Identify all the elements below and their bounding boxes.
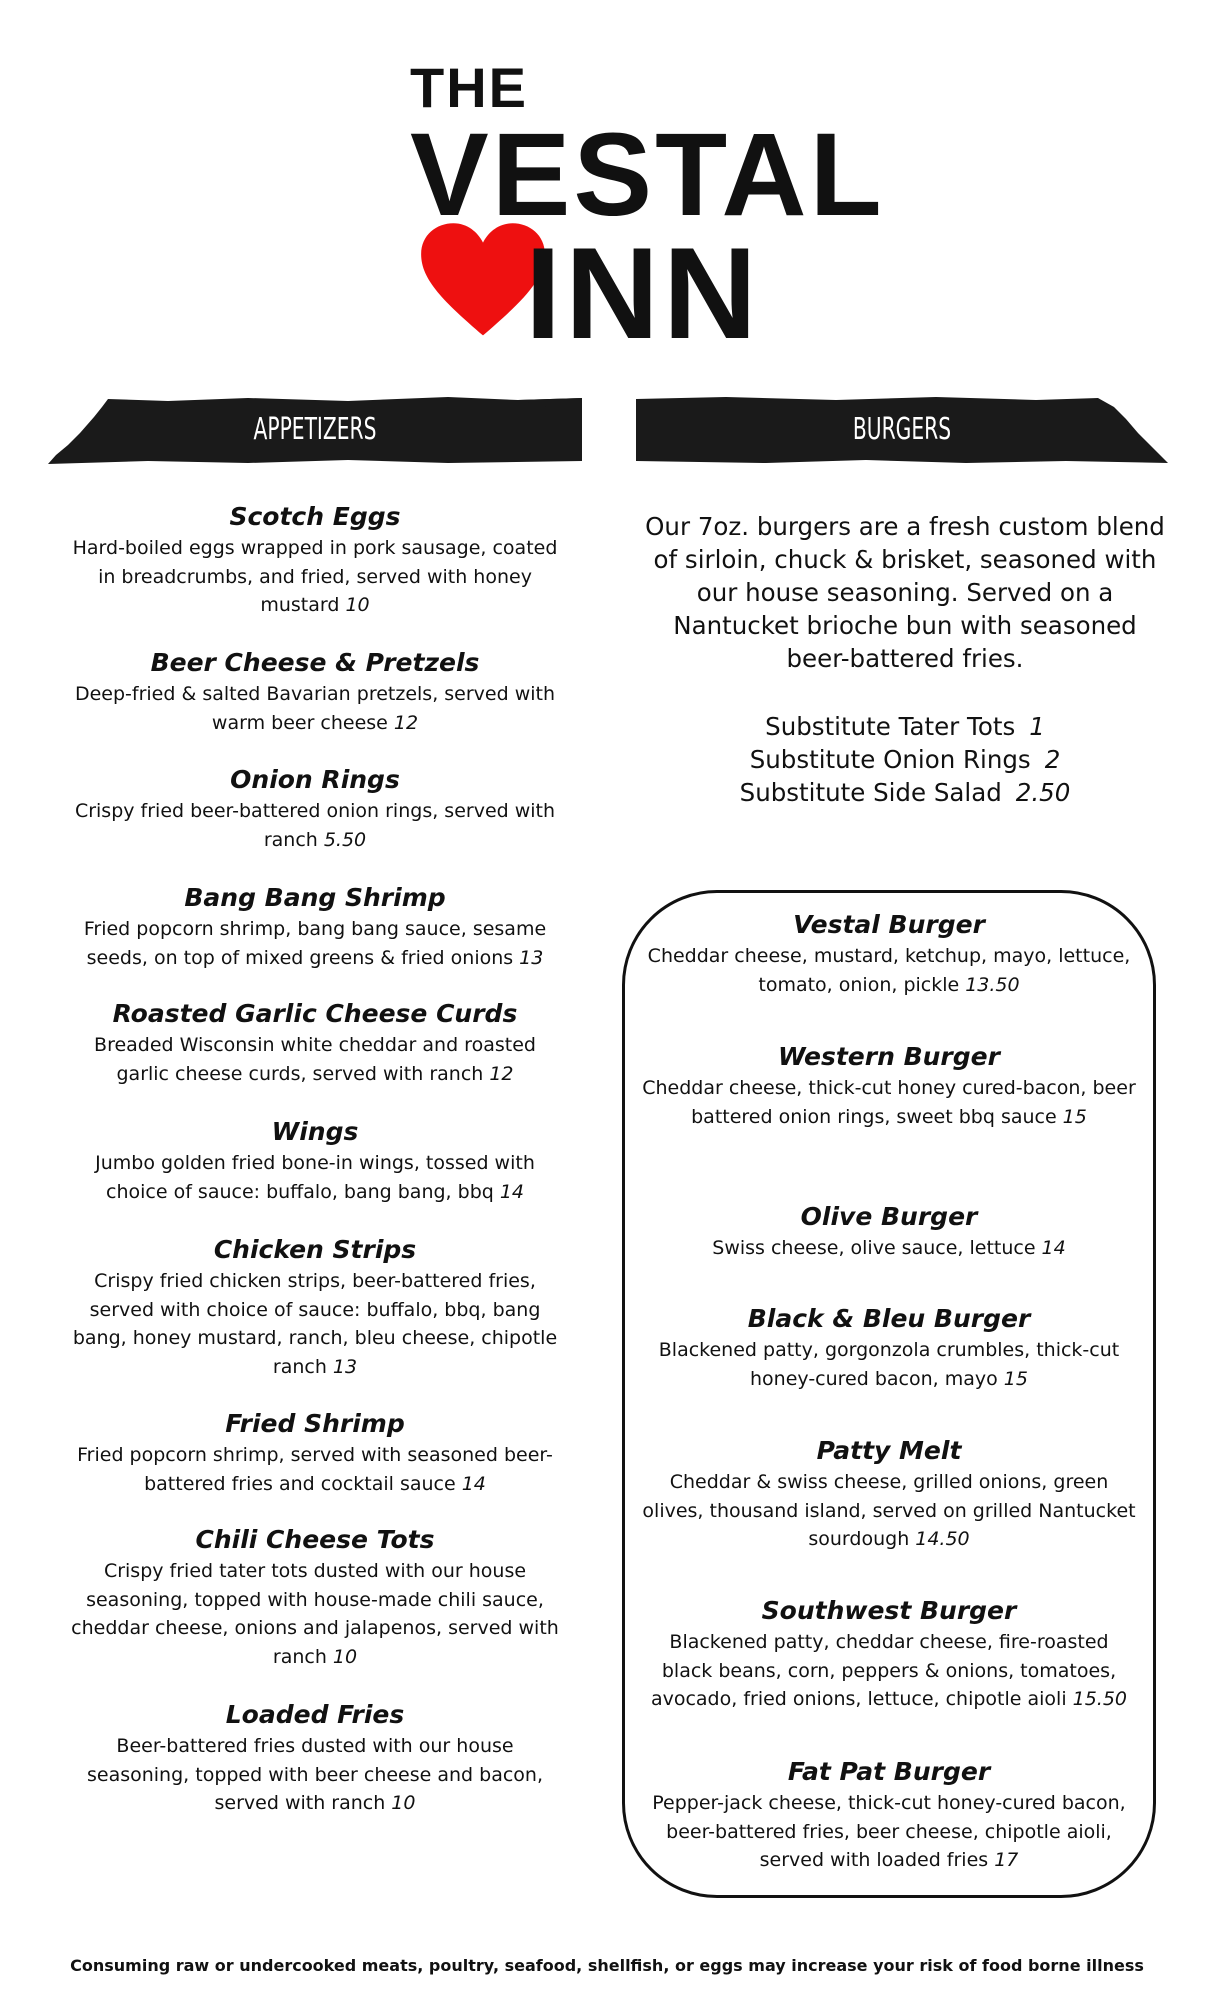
item-name: Scotch Eggs xyxy=(229,502,401,531)
item-description: Blackened patty, gorgonzola crumbles, thick-cut honey-cured bacon, mayo 15 xyxy=(658,1339,1120,1390)
item-price: 14 xyxy=(1041,1237,1066,1259)
item-name: Bang Bang Shrimp xyxy=(184,883,446,912)
logo-inn: INN xyxy=(525,220,761,366)
item-name: Onion Rings xyxy=(230,765,400,794)
item-description: Crispy fried beer-battered onion rings, served with ranch 5.50 xyxy=(74,800,556,851)
menu-item xyxy=(70,881,560,972)
item-price: 14 xyxy=(499,1180,524,1203)
item-price: 13 xyxy=(519,946,544,969)
item-name: Southwest Burger xyxy=(761,1596,1017,1625)
item-description: Beer-battered fries dusted with our house seasoning, topped with beer cheese and bacon, served with ranch 10 xyxy=(86,1735,544,1814)
item-price: 5.50 xyxy=(323,828,367,851)
burgers-banner xyxy=(636,395,1168,465)
item-description: Cheddar & swiss cheese, grilled onions, green olives, thousand island, served on grilled Nantucket sourdough 14.50 xyxy=(642,1471,1136,1550)
item-description: Hard-boiled eggs wrapped in pork sausage, coated in breadcrumbs, and fried, served with honey mustard 10 xyxy=(72,537,558,616)
restaurant-logo xyxy=(380,50,885,366)
item-price: 10 xyxy=(332,1645,358,1668)
item-description: Pepper-jack cheese, thick-cut honey-cured bacon, beer-battered fries, beer cheese, chipotle aioli, served with loaded fries 17 xyxy=(652,1792,1126,1871)
item-name: Chicken Strips xyxy=(213,1235,417,1264)
menu-item xyxy=(70,1233,560,1381)
item-name: Western Burger xyxy=(778,1042,1000,1071)
substitution-price: 2 xyxy=(1044,745,1061,774)
substitution-price: 1 xyxy=(1029,712,1045,741)
item-price: 12 xyxy=(393,711,419,734)
menu-item xyxy=(642,1302,1136,1393)
substitution-item: Substitute Side Salad 2.50 xyxy=(739,778,1071,807)
item-price: 10 xyxy=(345,594,370,616)
item-name: Wings xyxy=(271,1117,359,1146)
menu-item xyxy=(70,1698,560,1818)
item-price: 13.50 xyxy=(965,973,1020,996)
appetizers-banner xyxy=(48,395,582,465)
item-name: Vestal Burger xyxy=(793,910,985,939)
item-description: Deep-fried & salted Bavarian pretzels, served with warm beer cheese 12 xyxy=(74,683,556,734)
menu-item xyxy=(70,1407,560,1498)
item-price: 15.50 xyxy=(1072,1688,1128,1710)
appetizers-heading: APPETIZERS xyxy=(253,412,377,447)
substitution-item: Substitute Tater Tots 1 xyxy=(765,712,1045,741)
item-description: Breaded Wisconsin white cheddar and roasted garlic cheese curds, served with ranch 12 xyxy=(94,1034,536,1085)
item-price: 13 xyxy=(332,1355,358,1378)
burger-intro-text: Our 7oz. burgers are a fresh custom blend of sirloin, chuck & brisket, seasoned with our house seasoning. Served on a Nantucket brioche bun with seasoned beer-battered fries. xyxy=(645,512,1165,673)
menu-item xyxy=(642,1594,1136,1714)
menu-item xyxy=(70,1523,560,1671)
menu-item xyxy=(642,1755,1136,1875)
substitution-item: Substitute Onion Rings 2 xyxy=(749,745,1061,774)
menu-item xyxy=(642,1434,1136,1554)
item-name: Olive Burger xyxy=(800,1202,978,1231)
item-description: Swiss cheese, olive sauce, lettuce 14 xyxy=(712,1237,1066,1259)
item-name: Patty Melt xyxy=(816,1436,962,1465)
menu-item xyxy=(70,500,560,620)
menu-item xyxy=(642,1200,1136,1263)
item-price: 12 xyxy=(489,1062,514,1085)
item-price: 14.50 xyxy=(915,1528,970,1550)
menu-item xyxy=(70,1115,560,1206)
substitution-price: 2.50 xyxy=(1015,778,1071,807)
logo-vestal: VESTAL xyxy=(410,109,885,241)
menu-item xyxy=(70,763,560,854)
item-name: Fried Shrimp xyxy=(225,1409,405,1438)
item-price: 15 xyxy=(1003,1367,1028,1390)
burgers-heading: BURGERS xyxy=(852,412,952,447)
item-name: Roasted Garlic Cheese Curds xyxy=(112,999,518,1028)
item-name: Beer Cheese & Pretzels xyxy=(150,648,480,677)
item-description: Crispy fried tater tots dusted with our house seasoning, topped with house-made chili sauce, cheddar cheese, onions and jalapenos, served with ranch 10 xyxy=(71,1560,559,1668)
item-description: Fried popcorn shrimp, bang bang sauce, sesame seeds, on top of mixed greens & fried onions 13 xyxy=(83,918,547,969)
logo-the: THE xyxy=(410,56,528,119)
item-price: 15 xyxy=(1062,1105,1087,1128)
menu-item xyxy=(70,997,560,1088)
item-price: 14 xyxy=(461,1472,486,1495)
substitutions-list xyxy=(640,710,1170,809)
item-description: Fried popcorn shrimp, served with seasoned beer-battered fries and cocktail sauce 14 xyxy=(77,1444,553,1495)
item-description: Blackened patty, cheddar cheese, fire-roasted black beans, corn, peppers & onions, tomatoes, avocado, fried onions, lettuce, chipotle aioli 15.50 xyxy=(650,1631,1128,1710)
item-name: Black & Bleu Burger xyxy=(747,1304,1031,1333)
menu-item xyxy=(642,1040,1136,1131)
item-description: Cheddar cheese, thick-cut honey cured-bacon, beer battered onion rings, sweet bbq sauce 15 xyxy=(642,1077,1136,1128)
item-name: Chili Cheese Tots xyxy=(195,1525,435,1554)
burger-intro xyxy=(640,510,1170,675)
item-description: Cheddar cheese, mustard, ketchup, mayo, lettuce, tomato, onion, pickle 13.50 xyxy=(647,945,1131,996)
menu-item xyxy=(70,646,560,737)
item-name: Fat Pat Burger xyxy=(787,1757,991,1786)
menu-item xyxy=(642,908,1136,999)
item-price: 17 xyxy=(994,1849,1019,1871)
item-description: Jumbo golden fried bone-in wings, tossed with choice of sauce: buffalo, bang bang, bbq 14 xyxy=(95,1152,535,1203)
item-description: Crispy fried chicken strips, beer-battered fries, served with choice of sauce: buffalo, bbq, bang bang, honey mustard, ranch, bleu cheese, chipotle ranch 13 xyxy=(72,1270,558,1378)
item-price: 10 xyxy=(391,1792,416,1814)
food-safety-disclaimer: Consuming raw or undercooked meats, poultry, seafood, shellfish, or eggs may increase your risk of food borne illness xyxy=(70,1956,1144,1975)
item-name: Loaded Fries xyxy=(225,1700,405,1729)
